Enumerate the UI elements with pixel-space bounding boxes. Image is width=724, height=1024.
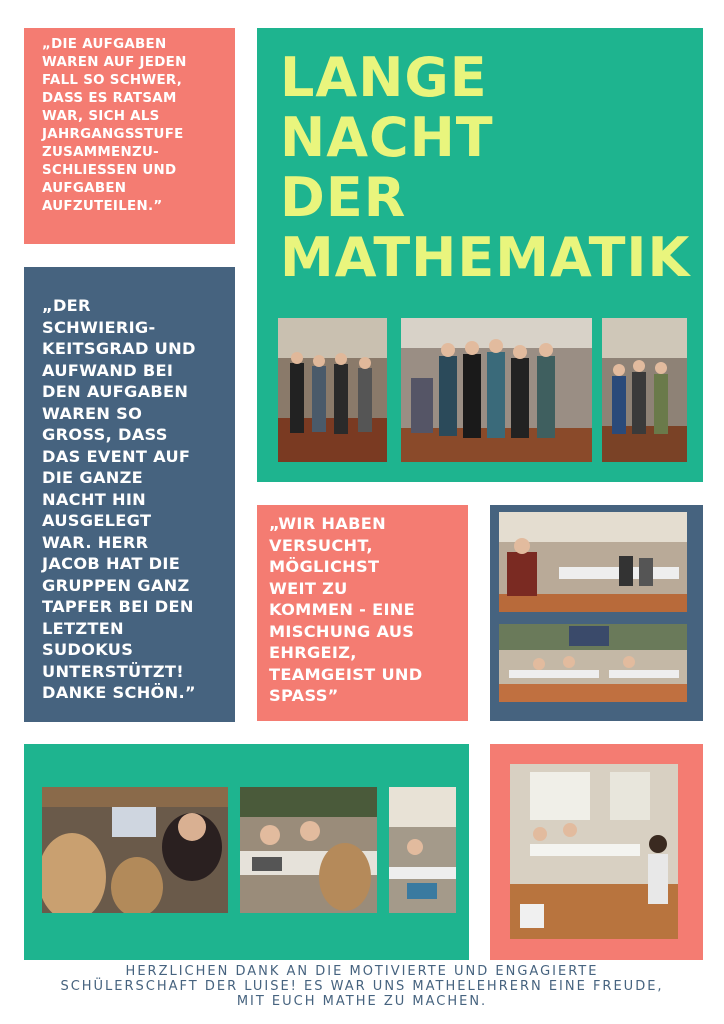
title-line-1: LANGE	[280, 46, 488, 109]
classroom-photo-3	[510, 764, 678, 939]
classroom-photo-2	[499, 624, 687, 702]
students-desk-photo	[389, 787, 456, 913]
classroom-photo-1	[499, 512, 687, 612]
group-photo-2	[401, 318, 592, 462]
title-line-4: MATHEMATIK	[280, 226, 691, 289]
group-photo-1	[278, 318, 387, 462]
title-line-3: DER	[280, 166, 407, 229]
quote-text-left: „DER SCHWIERIG- KEITSGRAD UND AUFWAND BEI DEN AUFGABEN WAREN SO GROSS, DASS DAS EVENT AUF DIE GANZE NACHT HIN AUSGELEGT WAR. HERR JACOB HAT DIE GRUPPEN GANZ TAPFER BEI DEN LETZTEN SUDOKUS UNTERSTÜTZT! DANKE SCHÖN.”	[42, 296, 196, 702]
quote-box-left	[24, 267, 235, 722]
footer-thanks: HERZLICHEN DANK AN DIE MOTIVIERTE UND ENGAGIERTE SCHÜLERSCHAFT DER LUISE! ES WAR UNS MATHELEHRERN EINE FREUDE, MIT EUCH MATHE ZU MACHEN.	[60, 964, 664, 1009]
students-laptop-photo	[42, 787, 228, 913]
quote-box-middle	[257, 505, 468, 721]
quote-text-top-left: „DIE AUFGABEN WAREN AUF JEDEN FALL SO SCHWER, DASS ES RATSAM WAR, SICH ALS JAHRGANGSSTUFE ZUSAMMENZU- SCHLIESSEN UND AUFGABEN AUFZUTEILEN.”	[42, 37, 187, 214]
title-line-2: NACHT	[280, 106, 494, 169]
group-photo-3	[602, 318, 687, 462]
page-title	[280, 48, 690, 288]
quote-box-top-left	[24, 28, 235, 244]
quote-text-middle: „WIR HABEN VERSUCHT, MÖGLICHST WEIT ZU KOMMEN - EINE MISCHUNG AUS EHRGEIZ, TEAMGEIST UND SPASS”	[269, 514, 423, 705]
students-table-photo	[240, 787, 377, 913]
